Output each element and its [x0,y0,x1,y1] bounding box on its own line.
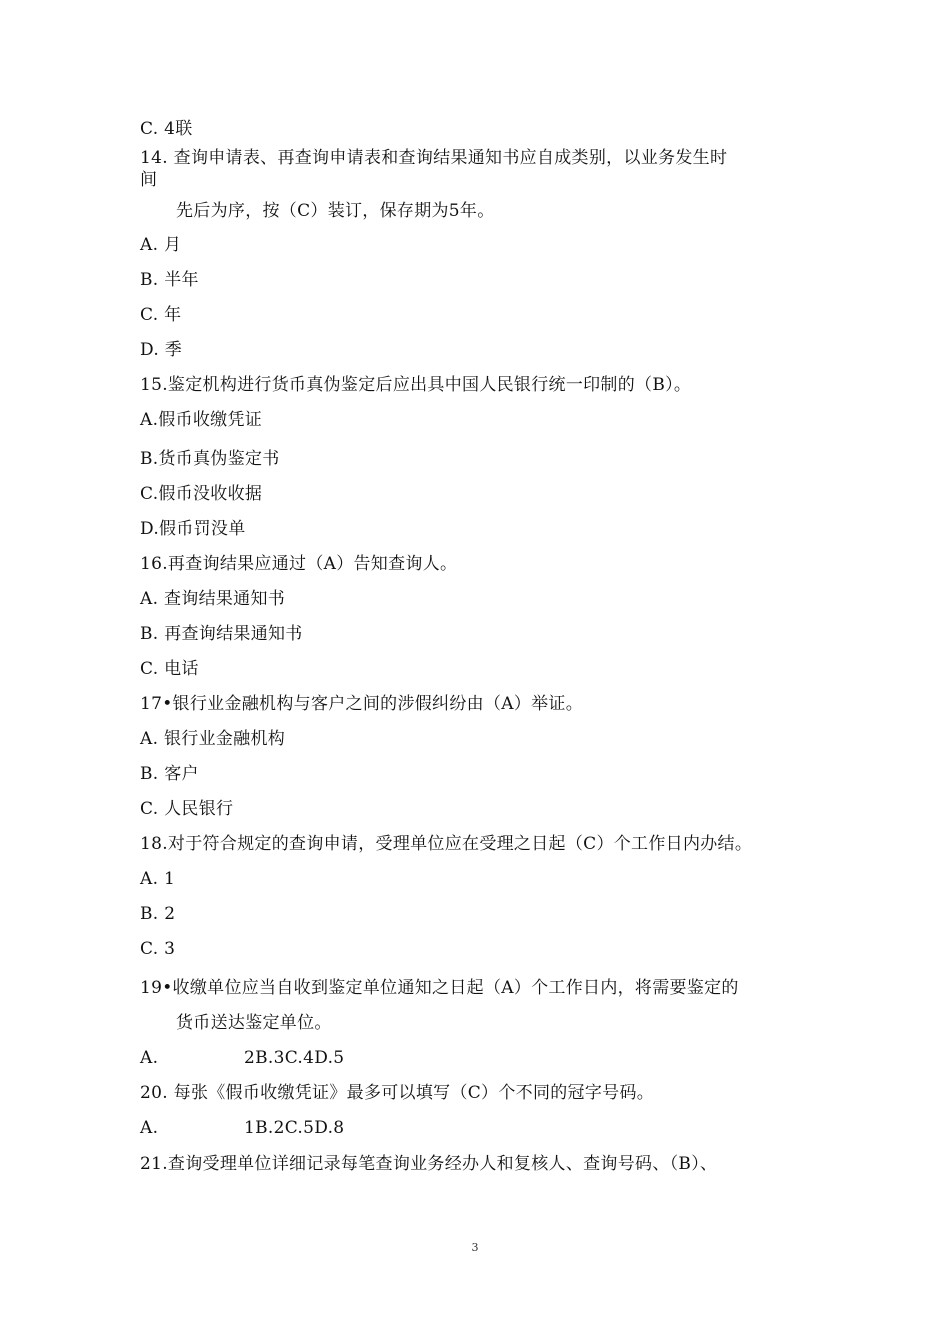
option-b-q18: B. 2 [140,904,176,924]
option-c-q15: C.假币没收收据 [140,484,263,504]
option-d-q15: D.假币罚没单 [140,519,246,539]
question-19: 19•收缴单位应当自收到鉴定单位通知之日起（A）个工作日内，将需要鉴定的 [140,978,739,998]
options-q19-label: A. [140,1048,159,1068]
option-d-q14: D. 季 [140,340,183,360]
option-c-q16: C. 电话 [140,659,199,679]
option-b-q17: B. 客户 [140,764,199,784]
question-17: 17•银行业金融机构与客户之间的涉假纠纷由（A）举证。 [140,694,584,714]
option-b-q15: B.货币真伪鉴定书 [140,449,280,469]
option-a-q17: A. 银行业金融机构 [140,729,286,749]
question-20: 20. 每张《假币收缴凭证》最多可以填写（C）个不同的冠字号码。 [140,1083,655,1103]
question-14: 14. 查询申请表、再查询申请表和查询结果通知书应自成类别，以业务发生时 [140,148,728,168]
question-16: 16.再查询结果应通过（A）告知查询人。 [140,554,458,574]
page-number: 3 [471,1241,479,1254]
option-c-q14: C. 年 [140,305,182,325]
option-a-q16: A. 查询结果通知书 [140,589,286,609]
option-b-q14: B. 半年 [140,270,199,290]
option-c-q17: C. 人民银行 [140,799,234,819]
question-15: 15.鉴定机构进行货币真伪鉴定后应出具中国人民银行统一印制的（B）。 [140,375,692,395]
option-a-q18: A. 1 [140,869,176,889]
options-q19: 2B.3C.4D.5 [244,1048,345,1068]
question-19-continued: 货币送达鉴定单位。 [176,1013,332,1033]
question-18: 18.对于符合规定的查询申请，受理单位应在受理之日起（C）个工作日内办结。 [140,834,753,854]
option-a-q15: A.假币收缴凭证 [140,410,263,430]
question-14-continued: 先后为序，按（C）装订，保存期为5年。 [176,201,495,221]
options-q20: 1B.2C.5D.8 [244,1118,345,1138]
option-a-q14: A. 月 [140,235,182,255]
option-c-q18: C. 3 [140,939,176,959]
question-21: 21.查询受理单位详细记录每笔查询业务经办人和复核人、查询号码、（B）、 [140,1154,718,1174]
option-b-q16: B. 再查询结果通知书 [140,624,303,644]
options-q20-label: A. [140,1118,159,1138]
question-14-wrap: 间 [140,170,158,190]
option-c-q13: C. 4联 [140,119,193,139]
